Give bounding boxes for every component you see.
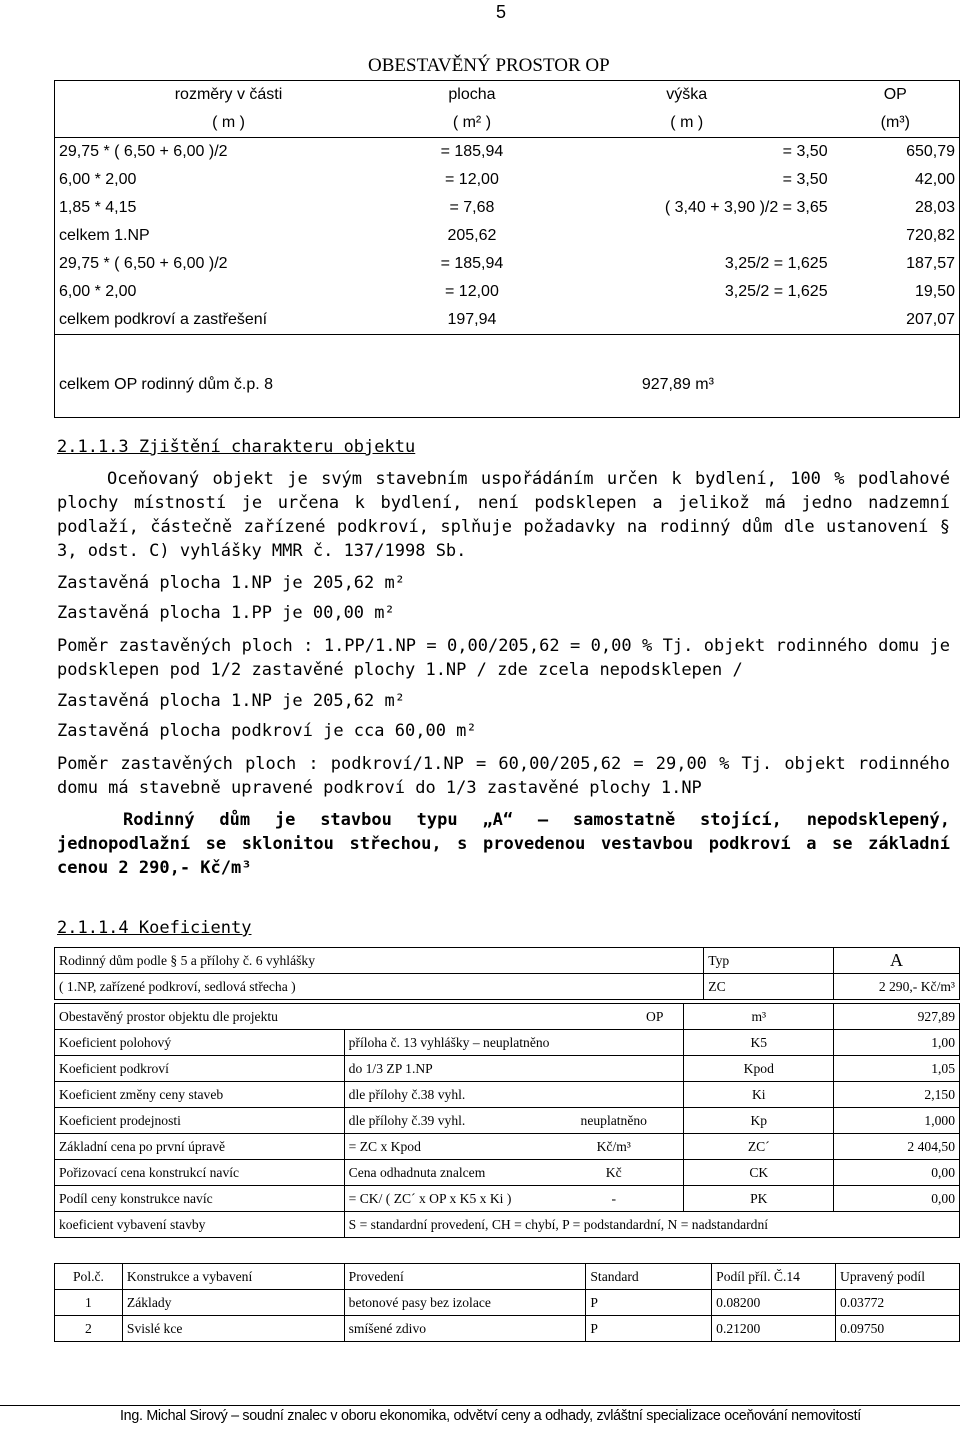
total-value: 927,89 m³ [542,335,832,418]
table-row: 1,85 * 4,15 = 7,68 ( 3,40 + 3,90 )/2 = 3,65 28,03 [55,194,960,222]
coefficients-table [54,1003,960,1238]
header-op: OP [832,81,960,110]
table-row: Koeficient podkroví do 1/3 ZP 1.NP Kpod 1,05 [55,1056,960,1082]
equipment-row: koeficient vybavení stavby S = standardní provedení, CH = chybí, P = podstandardní, N = nadstandardní [55,1212,960,1238]
paragraph-character: Oceňovaný objekt je svým stavebním uspořádáním určen k bydlení, 100 % podlahové plochy místností je určena k bydlení, není podsklepen a jelikož má jedno nadzemní podlaží, částečně zařízené podkroví, splňuje požadavky na rodinný dům dle ustanovení § 3, odst. C) vyhlášky MMR č. 137/1998 Sb. [57,469,950,561]
op-table [54,80,960,418]
built-area-1np: Zastavěná plocha 1.NP je 205,62 m² [57,573,405,593]
footer-divider [0,1405,960,1406]
header-op-unit: (m³) [832,109,960,138]
table-row: 2 Svislé kce smíšené zdivo P 0.21200 0.09750 [55,1316,960,1342]
op-row: Obestavěný prostor objektu dle projektu OP m³ 927,89 [55,1004,960,1030]
header-area: plocha [402,81,542,110]
ratio-paragraph-1: Poměr zastavěných ploch : 1.PP/1.NP = 0,00/205,62 = 0,00 % Tj. objekt rodinného domu je podsklepen pod 1/2 zastavěné plochy 1.NP / zde zcela nepodsklepen / [57,636,950,680]
table-row: Pořizovací cena konstrukcí navíc Cena odhadnuta znalcem Kč CK 0,00 [55,1160,960,1186]
equipment-detail-table [54,1263,960,1342]
table-row: ( 1.NP, zařízené podkroví, sedlová střecha ) ZC 2 290,- Kč/m³ [55,974,960,1000]
table-row: Koeficient prodejnosti dle přílohy č.39 vyhl. neuplatněno Kp 1,000 [55,1108,960,1134]
table-row: 6,00 * 2,00 = 12,00 3,25/2 = 1,625 19,50 [55,278,960,306]
table-row: Podíl ceny konstrukce navíc = CK/ ( ZC´ x OP x K5 x Ki ) - PK 0,00 [55,1186,960,1212]
table-row: Základní cena po první úpravě = ZC x Kpod Kč/m³ ZC´ 2 404,50 [55,1134,960,1160]
header-height-unit: ( m ) [542,109,832,138]
table-row: 6,00 * 2,00 = 12,00 = 3,50 42,00 [55,166,960,194]
built-area-attic: Zastavěná plocha podkroví je cca 60,00 m² [57,721,477,741]
header-dims: rozměry v části [55,81,403,110]
footer-text: Ing. Michal Sirový – soudní znalec v oboru ekonomika, odvětví ceny a odhady, zvláštní specializace oceňování nemovitostí [120,1408,861,1424]
page-number: 5 [496,2,507,22]
header-dims-unit: ( m ) [55,109,403,138]
built-area-1pp: Zastavěná plocha 1.PP je 00,00 m² [57,603,395,623]
header-area-unit: ( m² ) [402,109,542,138]
ratio-paragraph-2: Poměr zastavěných ploch : podkroví/1.NP = 60,00/205,62 = 29,00 % Tj. objekt rodinného domu má stavebně upravené podkroví do 1/3 zastavěné plochy 1.NP [57,754,950,798]
table-row: celkem 1.NP 205,62 720,82 [55,222,960,250]
house-type-statement: Rodinný dům je stavbou typu „A“ – samostatně stojící, nepodsklepený, jednopodlažní se sklonitou střechou, s provedenou vestavbou podkroví a se základní cenou 2 290,- Kč/m³ [57,810,950,878]
table-row: celkem podkroví a zastřešení 197,94 207,07 [55,306,960,335]
section-heading-2113: 2.1.1.3 Zjištění charakteru objektu [57,437,416,457]
built-area-1np-2: Zastavěná plocha 1.NP je 205,62 m² [57,691,405,711]
header-height: výška [542,81,832,110]
table-row: Rodinný dům podle § 5 a přílohy č. 6 vyhlášky Typ A [55,948,960,974]
table-row: Koeficient polohový příloha č. 13 vyhlášky – neuplatněno K5 1,00 [55,1030,960,1056]
table-row: 29,75 * ( 6,50 + 6,00 )/2 = 185,94 3,25/2 = 1,625 187,57 [55,250,960,278]
type-table [54,947,960,1000]
op-section-title: OBESTAVĚNÝ PROSTOR OP [368,55,610,76]
table-header-row: Pol.č. Konstrukce a vybavení Provedení Standard Podíl příl. Č.14 Upravený podíl [55,1264,960,1290]
section-heading-2114: 2.1.1.4 Koeficienty [57,918,252,938]
total-row [55,335,960,418]
table-row: 1 Základy betonové pasy bez izolace P 0.08200 0.03772 [55,1290,960,1316]
table-row: Koeficient změny ceny staveb dle přílohy č.38 vyhl. Ki 2,150 [55,1082,960,1108]
table-row: 29,75 * ( 6,50 + 6,00 )/2 = 185,94 = 3,50 650,79 [55,138,960,167]
total-label: celkem OP rodinný dům č.p. 8 [55,335,542,418]
